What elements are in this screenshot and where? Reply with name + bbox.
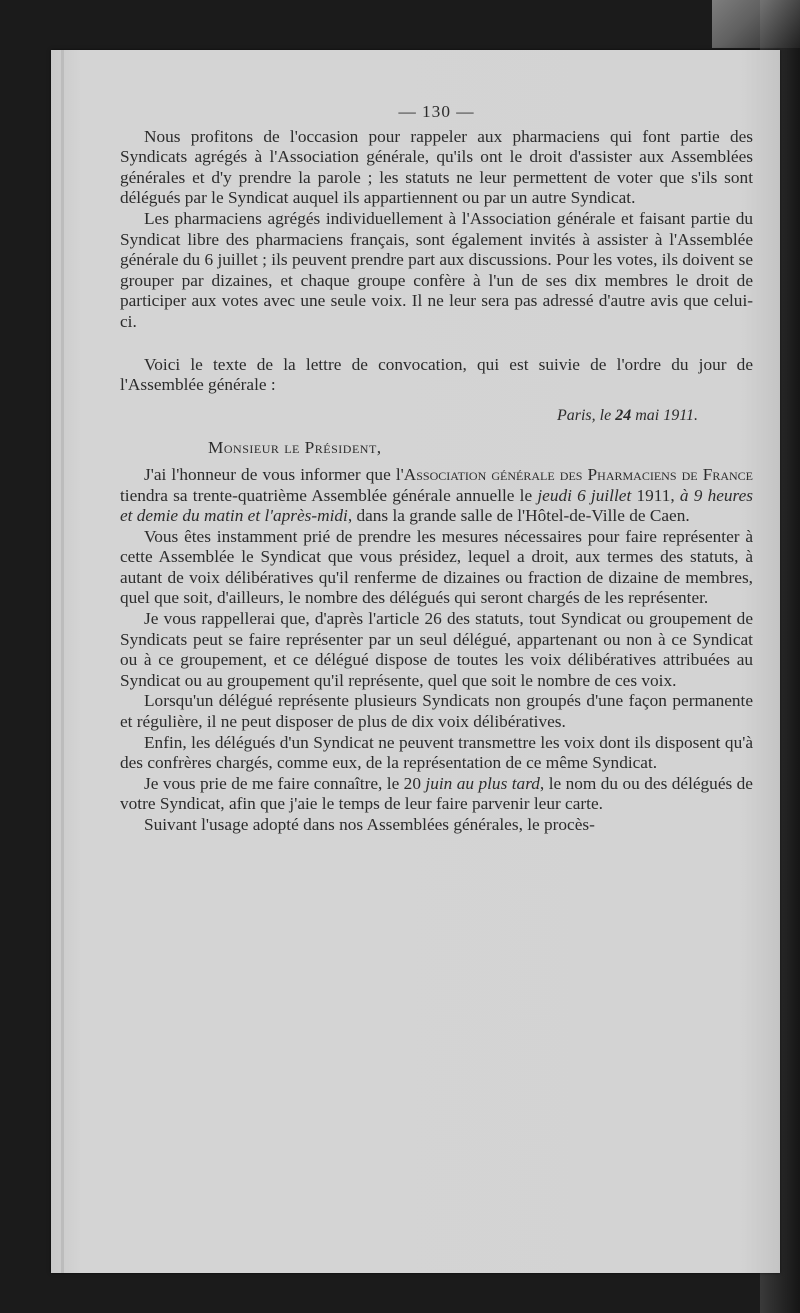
paragraph-individual-members: Les pharmaciens agrégés individuellement à l'Association générale et faisant partie du Syndicat libre des pharmaciens français, sont également invités à assister à l'Assemblée générale du 6 juillet ; ils peuvent prendre part aux discussions. Pour les votes, ils doivent se grouper par dizaines, et chaque groupe confère à l'un de ses dix membres le droit de participer aux votes avec une seule voix. Il ne leur sera pas adressé d'autre avis que celui-ci. — [120, 208, 753, 331]
letter-paragraph-announcement — [120, 465, 753, 527]
letter-paragraph-multiple-syndicates: Lorsqu'un délégué représente plusieurs Syndicats non groupés d'une façon permanente et régulière, il ne peut disposer de plus de dix voix délibératives. — [120, 691, 753, 732]
page-fold-line — [61, 50, 64, 1273]
meeting-date: jeudi 6 juillet — [537, 485, 632, 505]
letter-paragraph-representation: Vous êtes instamment prié de prendre les mesures nécessaires pour faire représenter à cette Assemblée le Syndicat que vous présidez, lequel a droit, aux termes des statuts, à autant de voix délibératives qu'il renferme de dizaines ou fraction de dizaine de membres, quel que soit, d'ailleurs, le nombre des délégués qui seront chargés de les représenter. — [120, 526, 753, 608]
letter-dateline — [120, 406, 698, 427]
page-number: — 130 — — [398, 102, 475, 121]
page-text — [120, 102, 753, 836]
page-corner-shadow — [712, 0, 800, 48]
letter-paragraph-deadline — [120, 774, 753, 815]
announcement-text-d: , dans la grande salle de l'Hôtel-de-Ville de Caen. — [347, 506, 690, 526]
meeting-time: à 9 heures et demie du matin et l'après-midi — [120, 485, 753, 526]
announcement-text-b: tiendra sa trente-quatrième Assemblée générale annuelle le — [120, 485, 538, 505]
announcement-text-a: J'ai l'honneur de vous informer que l' — [144, 464, 404, 484]
dateline-suffix: mai 1911. — [631, 406, 698, 424]
paragraph-syndicats-rights: Nous profitons de l'occasion pour rappeler aux pharmaciens qui font partie des Syndicats agrégés à l'Association générale, qu'ils ont le droit d'assister aux Assemblées générales et d'y prendre la parole ; les statuts ne leur permettent de voter que s'ils sont délégués par le Syndicat auquel ils appartiennent ou par un autre Syndicat. — [120, 126, 753, 208]
deadline-text-a: Je vous prie de me faire connaître, le 20 — [144, 773, 426, 793]
announcement-text-c: 1911, — [631, 485, 680, 505]
letter-salutation: Monsieur le Président, — [208, 438, 382, 458]
organization-name: Association générale des Pharmaciens de France — [403, 464, 753, 484]
letter-paragraph-continuation: Suivant l'usage adopté dans nos Assemblées générales, le procès- — [144, 815, 595, 834]
dateline-day: 24 — [615, 406, 632, 424]
deadline-date: juin au plus tard — [425, 773, 540, 793]
deadline-text-b: , le nom du ou des délégués de votre Syndicat, afin que j'aie le temps de leur faire parvenir leur carte. — [120, 773, 753, 814]
letter-paragraph-article-26: Je vous rappellerai que, d'après l'article 26 des statuts, tout Syndicat ou groupement de Syndicats peut se faire représenter par un seul délégué, appartenant ou non à ce Syndicat ou à ce groupement, et ce délégué dispose de toutes les voix délibératives attribuées au Syndicat ou au groupement qu'il représente, quel que soit le nombre de ces voix. — [120, 609, 753, 690]
paragraph-convocation-intro: Voici le texte de la lettre de convocation, qui est suivie de l'ordre du jour de l'Assemblée générale : — [120, 354, 753, 395]
dateline-prefix: Paris, le — [556, 406, 616, 424]
letter-paragraph-vote-transfer: Enfin, les délégués d'un Syndicat ne peuvent transmettre les voix dont ils disposent qu'à des confrères chargés, comme eux, de la représentation de ce même Syndicat. — [120, 732, 753, 773]
